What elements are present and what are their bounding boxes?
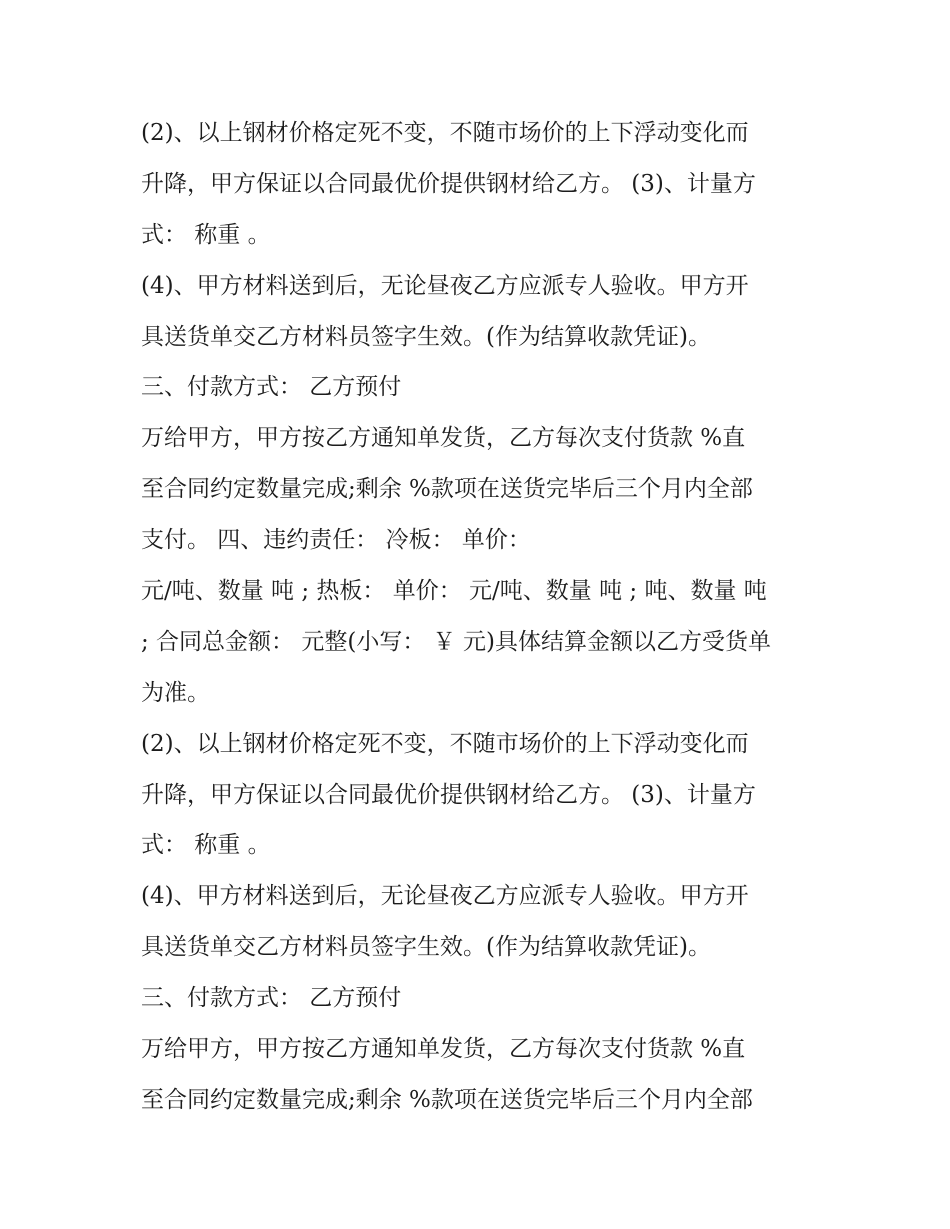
text-line-6: 三、付款方式： 乙方预付 xyxy=(141,374,402,401)
text-line-13: (2)、以上钢材价格定死不变，不随市场价的上下浮动变化而 xyxy=(141,730,749,757)
text-line-16: (4)、甲方材料送到后，无论昼夜乙方应派专人验收。甲方开 xyxy=(141,883,749,910)
text-line-1: (2)、以上钢材价格定死不变，不随市场价的上下浮动变化而 xyxy=(141,120,749,146)
text-line-18: 三、付款方式： 乙方预付 xyxy=(141,985,402,1012)
text-line-10: 元/吨、数量 吨 ; 热板： 单价： 元/吨、数量 吨 ; 吨、数量 吨 xyxy=(141,578,767,605)
text-line-19: 万给甲方，甲方按乙方通知单发货，乙方每次支付货款 %直 xyxy=(141,1036,746,1063)
text-line-20: 至合同约定数量完成;剩余 %款项在送货完毕后三个月内全部 xyxy=(141,1086,753,1113)
text-line-2: 升降，甲方保证以合同最优价提供钢材给乙方。 (3)、计量方 xyxy=(141,170,756,197)
text-line-9: 支付。 四、违约责任： 冷板： 单价： xyxy=(141,527,531,554)
contract-text xyxy=(141,108,821,1126)
text-line-14: 升降，甲方保证以合同最优价提供钢材给乙方。 (3)、计量方 xyxy=(141,781,756,808)
text-line-7: 万给甲方，甲方按乙方通知单发货，乙方每次支付货款 %直 xyxy=(141,425,746,452)
text-line-17: 具送货单交乙方材料员签字生效。(作为结算收款凭证)。 xyxy=(141,934,711,961)
text-line-5: 具送货单交乙方材料员签字生效。(作为结算收款凭证)。 xyxy=(141,323,711,350)
text-line-15: 式： 称重 。 xyxy=(141,832,271,859)
text-line-8: 至合同约定数量完成;剩余 %款项在送货完毕后三个月内全部 xyxy=(141,476,753,503)
text-line-12: 为准。 xyxy=(141,679,210,706)
text-line-3: 式： 称重 。 xyxy=(141,221,271,248)
text-line-11: ; 合同总金额： 元整(小写： ￥ 元)具体结算金额以乙方受货单 xyxy=(141,628,771,655)
text-line-4: (4)、甲方材料送到后，无论昼夜乙方应派专人验收。甲方开 xyxy=(141,272,749,299)
